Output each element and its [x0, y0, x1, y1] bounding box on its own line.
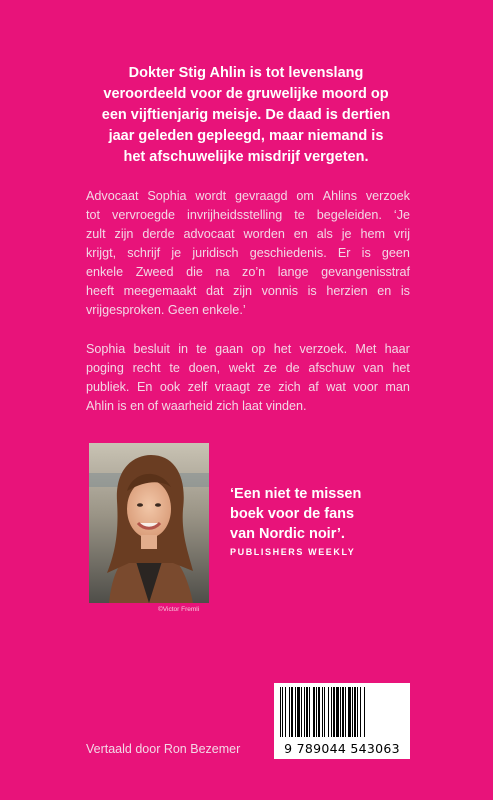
quote-source: PUBLISHERS WEEKLY	[230, 547, 356, 557]
blurb-line: publiek. En ook zelf vraagt ze zich af wat voor man	[86, 380, 410, 394]
blurb-line: enkele Zweed die na zo’n lange gevangenisstraf	[86, 265, 410, 279]
isbn-number: 9 789044 543063	[284, 741, 400, 756]
lead-line: jaar geleden gepleegd, maar niemand is	[108, 128, 384, 144]
photo-credit: ©Victor Fremli	[158, 606, 200, 613]
blurb-line: Sophia besluit in te gaan op het verzoek. Met haar	[86, 342, 410, 356]
lead-line: een vijftienjarig meisje. De daad is dertien	[101, 107, 391, 123]
lead-line: veroordeeld voor de gruwelijke moord op	[103, 86, 389, 102]
lead-text	[86, 63, 406, 168]
barcode	[274, 683, 410, 759]
blurb-line: zult zijn derde advocaat worden en als je hem vrij	[86, 227, 410, 241]
blurb-line: Ahlin is en of waarheid zich laat vinden.	[86, 399, 307, 413]
blurb-line: vrijgesproken. Geen enkele.’	[86, 303, 246, 317]
blurb-line: poging recht te doen, wekt ze de afschuw van het	[86, 361, 410, 375]
blurb-line: Advocaat Sophia wordt gevraagd om Ahlins verzoek	[86, 189, 410, 203]
quote-line: ‘Een niet te missen	[230, 486, 362, 502]
quote-line: van Nordic noir’.	[230, 526, 345, 542]
author-photo	[89, 443, 209, 603]
blurb-paragraph-2	[86, 340, 410, 416]
quote-line: boek voor de fans	[230, 506, 355, 522]
translator-credit: Vertaald door Ron Bezemer	[86, 742, 241, 756]
blurb-line: heeft meegemaakt dat zijn vonnis is herzien en is	[86, 284, 410, 298]
barcode-bars	[278, 687, 406, 741]
blurb-paragraph-1	[86, 187, 410, 320]
blurb-line: tot vervroegde invrijheidsstelling te begeleiden. ‘Je	[86, 208, 410, 222]
blurb-line: krijgt, schrijf je juridisch geschiedenis. Er is geen	[86, 246, 410, 260]
review-quote	[230, 484, 420, 544]
lead-line: Dokter Stig Ahlin is tot levenslang	[128, 65, 364, 81]
lead-line: het afschuwelijke misdrijf vergeten.	[123, 149, 369, 165]
